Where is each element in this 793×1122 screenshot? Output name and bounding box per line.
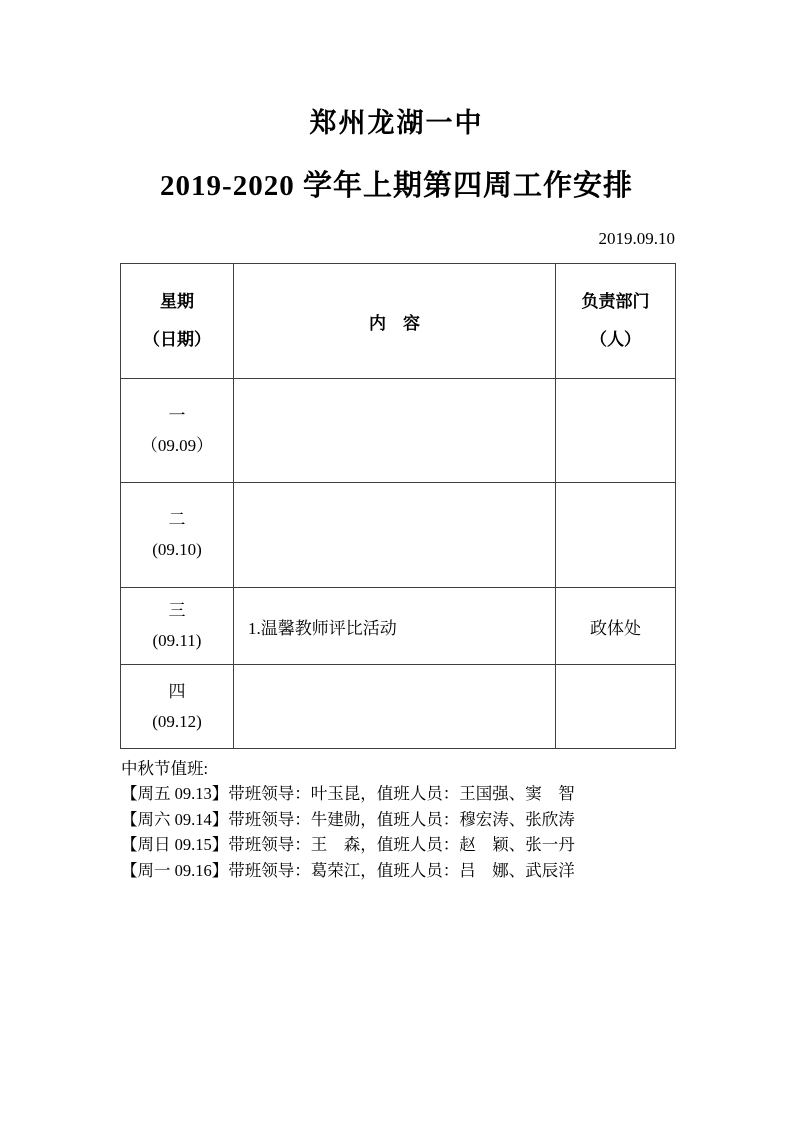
duty-notes-heading: 中秋节值班: [121,759,209,778]
date-label: (09.10) [152,540,202,559]
page-subtitle: 2019-2020 学年上期第四周工作安排 [160,170,633,202]
page-title: 郑州龙湖一中 [309,108,484,138]
header-weekday [121,264,234,379]
weekday-cell [121,665,234,749]
content-cell [234,665,556,749]
header-department-line1: 负责部门 [581,292,650,311]
weekday-label: 一 [168,405,186,425]
department-cell [556,665,676,749]
table-row-monday [121,379,676,483]
header-weekday-line2: （日期） [143,330,211,349]
duty-note-line: 【周五 09.13】带班领导：叶玉昆，值班人员：王国强、窦 智 [121,784,575,803]
date-label: (09.12) [152,711,202,731]
content-cell [234,379,556,483]
weekday-cell [121,588,234,665]
duty-note-line: 【周六 09.14】带班领导：牛建勋，值班人员：穆宏涛、张欣涛 [121,809,575,829]
date-label: （09.09） [140,435,214,455]
weekday-cell [121,379,234,483]
header-content: 内 容 [234,264,556,379]
header-department [556,264,676,379]
department-cell [556,379,676,483]
table-row-thursday [121,665,676,749]
document-date: 2019.09.10 [598,229,675,248]
duty-note-line: 【周一 09.16】带班领导：葛荣江，值班人员：吕 娜、武辰洋 [121,860,575,880]
table-header-row [121,264,676,379]
table-row-tuesday [121,483,676,588]
duty-note-line: 【周日 09.15】带班领导：王 森，值班人员：赵 颖、张一丹 [121,835,575,854]
duty-notes [121,757,793,883]
weekday-label: 三 [168,601,186,620]
weekday-cell [121,483,234,588]
table-row-wednesday [121,588,676,665]
header-department-line2: （人） [590,330,641,349]
date-label: (09.11) [152,631,202,650]
content-cell [234,483,556,588]
weekly-schedule-table [120,263,676,749]
weekday-label: 四 [168,681,186,701]
department-cell: 政体处 [556,588,676,665]
content-cell: 1.温馨教师评比活动 [234,588,556,665]
weekday-label: 二 [168,510,186,529]
header-weekday-line1: 星期 [160,292,194,311]
department-cell [556,483,676,588]
